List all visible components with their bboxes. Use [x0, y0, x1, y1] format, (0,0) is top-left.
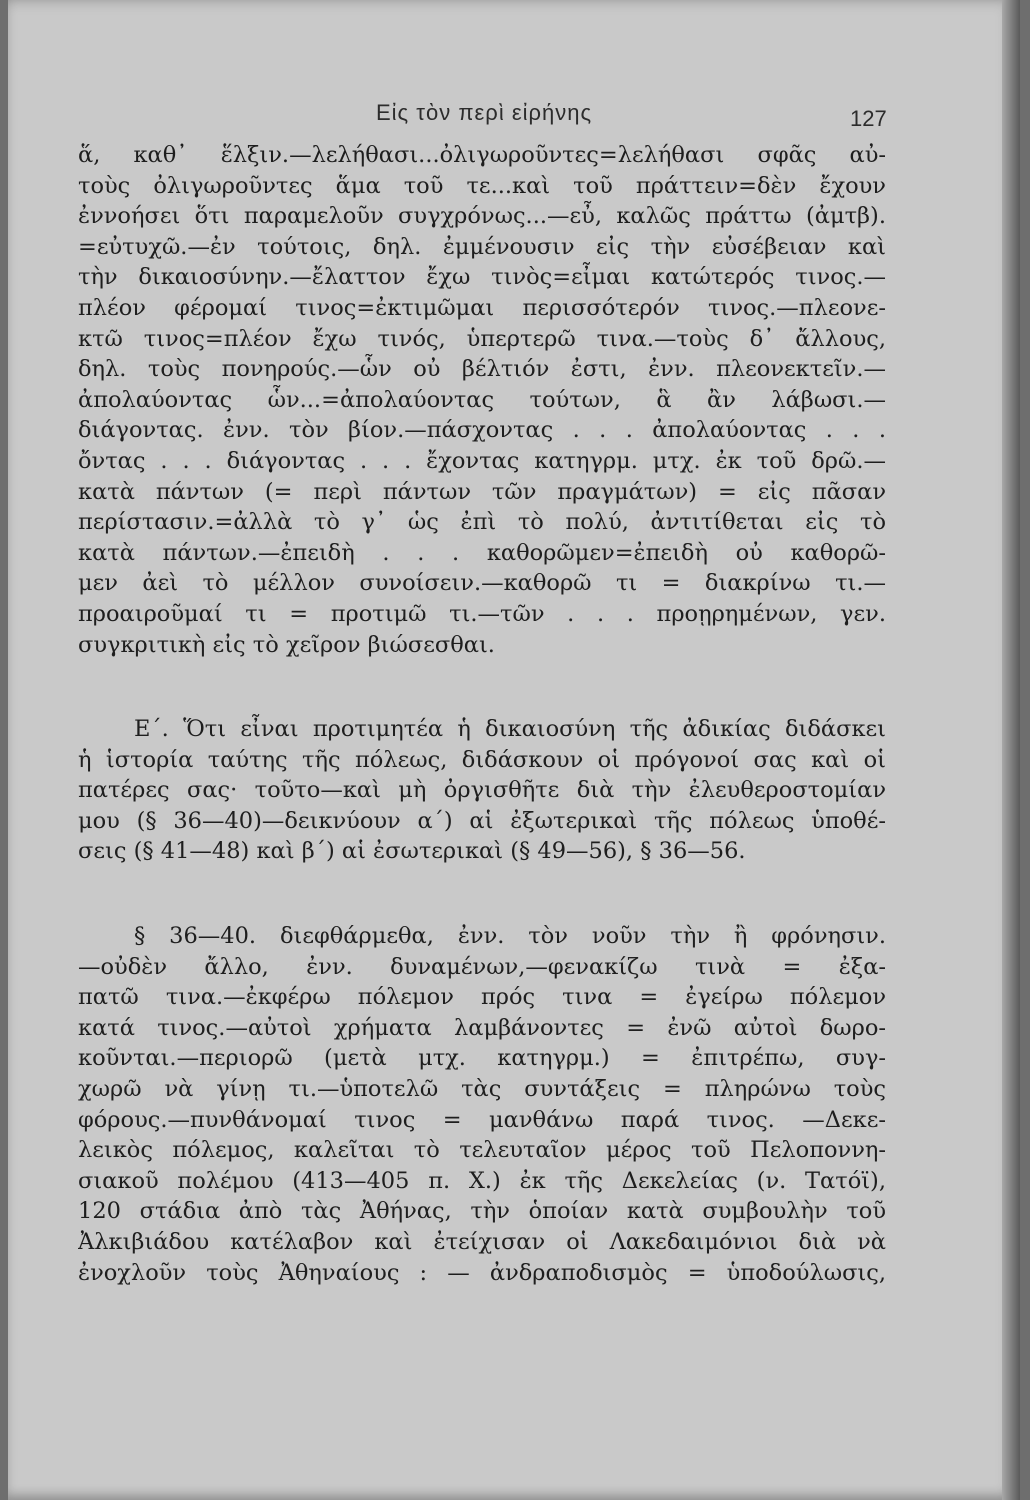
page-number: 127	[850, 106, 887, 131]
paragraph-gap	[78, 660, 886, 714]
text-line: σεις (§ 41—48) καὶ β΄) αἱ ἐσωτερικαὶ (§ 49—56), § 36—56.	[78, 838, 746, 865]
book-page	[8, 0, 1020, 1500]
text-line: πατῶ τινα.—ἐκφέρω πόλεμον πρός τινα = ἐγείρω πόλεμον	[78, 984, 886, 1011]
text-line: =εὐτυχῶ.—ἐν τούτοις, δηλ. ἐμμένουσιν εἰς τὴν εὐσέβειαν καὶ	[78, 233, 886, 260]
text-line: 120 στάδια ἀπὸ τὰς Ἀθήνας, τὴν ὁποίαν κατὰ συμβουλὴν τοῦ	[78, 1198, 886, 1225]
text-line: μεν ἀεὶ τὸ μέλλον συνοίσειν.—καθορῶ τι = διακρίνω τι.—	[78, 570, 886, 597]
text-line: φόρους.—πυνθάνομαί τινος = μανθάνω παρά τινος. —Δεκε-	[78, 1106, 886, 1133]
text-line: ὄντας . . . διάγοντας . . . ἔχοντας κατηγρμ. μτχ. ἐκ τοῦ δρῶ.—	[78, 447, 886, 474]
text-line: δηλ. τοὺς πονηρούς.—ὧν οὐ βέλτιόν ἐστι, ἐνν. πλεονεκτεῖν.—	[78, 356, 886, 383]
text-line: κατὰ πάντων (= περὶ πάντων τῶν πραγμάτων) = εἰς πᾶσαν	[78, 478, 886, 505]
text-line: Ε΄. Ὅτι εἶναι προτιμητέα ἡ δικαιοσύνη τῆς ἀδικίας διδάσκει	[134, 716, 886, 743]
text-line: πατέρες σας· τοῦτο—καὶ μὴ ὀργισθῆτε διὰ τὴν ἐλευθεροστομίαν	[78, 777, 886, 804]
text-line: § 36—40. διεφθάρμεθα, ἐνν. τὸν νοῦν τὴν ἢ φρόνησιν.	[134, 923, 886, 950]
text-line: περίστασιν.=ἀλλὰ τὸ γ᾿ ὡς ἐπὶ τὸ πολύ, ἀντιτίθεται εἰς τὸ	[78, 509, 886, 536]
text-line: ἡ ἱστορία ταύτης τῆς πόλεως, διδάσκουν οἱ πρόγονοί σας καὶ οἱ	[78, 746, 886, 773]
text-line: κατὰ πάντων.—ἐπειδὴ . . . καθορῶμεν=ἐπειδὴ οὐ καθορῶ-	[78, 539, 886, 566]
text-line: κατά τινος.—αὐτοὶ χρήματα λαμβάνοντες = ἐνῶ αὐτοὶ δωρο-	[78, 1014, 886, 1041]
text-line: μου (§ 36—40)—δεικνύουν α΄) αἱ ἐξωτερικαὶ τῆς πόλεως ὑποθέ-	[78, 807, 886, 834]
text-line: σιακοῦ πολέμου (413—405 π. Χ.) ἐκ τῆς Δεκελείας (ν. Τατόϊ),	[78, 1167, 886, 1194]
text-line: ἐννοήσει ὅτι παραμελοῦν συγχρόνως...—εὖ, καλῶς πράττω (ἀμτβ).	[78, 203, 886, 230]
text-line: προαιροῦμαί τι = προτιμῶ τι.—τῶν . . . προῃρημένων, γεν.	[78, 600, 886, 627]
text-line: κοῦνται.—περιορῶ (μετὰ μτχ. κατηγρμ.) = ἐπιτρέπω, συγ-	[78, 1045, 886, 1072]
body-text	[78, 140, 886, 1288]
text-line: πλέον φέρομαί τινος=ἐκτιμῶμαι περισσότερόν τινος.—πλεονε-	[78, 294, 886, 321]
page-edge-shadow	[1002, 0, 1020, 1500]
text-line: τὴν δικαιοσύνην.—ἔλαττον ἔχω τινὸς=εἶμαι κατώτερός τινος.—	[78, 264, 886, 291]
text-line: χωρῶ νὰ γίνῃ τι.—ὑποτελῶ τὰς συντάξεις = πληρώνω τοὺς	[78, 1076, 886, 1103]
text-line: —οὐδὲν ἄλλο, ἐνν. δυναμένων,—φενακίζω τινὰ = ἐξα-	[78, 953, 886, 980]
text-line: λεικὸς πόλεμος, καλεῖται τὸ τελευταῖον μέρος τοῦ Πελοποννη-	[78, 1137, 886, 1164]
text-line: διάγοντας. ἐνν. τὸν βίον.—πάσχοντας . . . ἀπολαύοντας . . .	[78, 417, 886, 444]
running-title: Εἰς τὸν περὶ εἰρήνης	[376, 100, 593, 125]
text-line: τοὺς ὀλιγωροῦντες ἅμα τοῦ τε...καὶ τοῦ πράττειν=δὲν ἔχουν	[78, 172, 886, 199]
page-header	[8, 100, 1020, 132]
text-line: ἐνοχλοῦν τοὺς Ἀθηναίους : — ἀνδραποδισμὸς = ὑποδούλωσις,	[78, 1259, 886, 1286]
text-line: κτῶ τινος=πλέον ἔχω τινός, ὑπερτερῶ τινα.—τοὺς δ᾿ ἄλλους,	[78, 325, 886, 352]
text-line: Ἀλκιβιάδου κατέλαβον καὶ ἐτείχισαν οἱ Λακεδαιμόνιοι διὰ νὰ	[78, 1229, 886, 1255]
text-line: ἀπολαύοντας ὧν...=ἀπολαύοντας τούτων, ἃ ἂν λάβωσι.—	[78, 386, 886, 413]
text-line: ἅ, καθ᾿ ἕλξιν.—λελήθασι...ὀλιγωροῦντες=λελήθασι σφᾶς αὐ-	[78, 142, 886, 168]
text-line: συγκριτικὴ εἰς τὸ χεῖρον βιώσεσθαι.	[78, 631, 495, 658]
paragraph-gap	[78, 867, 886, 921]
